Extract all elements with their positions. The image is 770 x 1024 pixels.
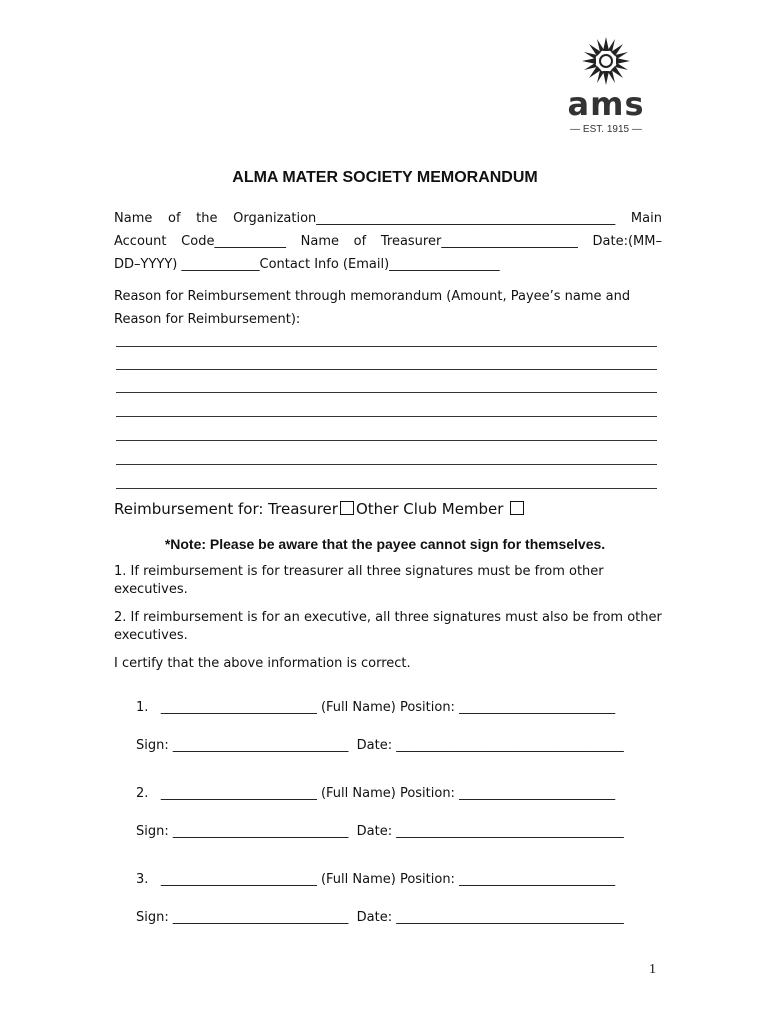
position-field[interactable]: ________________________ xyxy=(459,872,616,887)
reason-line-1: Reason for Reimbursement through memorandum (Amount, Payee’s name and xyxy=(114,289,631,304)
reimbursement-for xyxy=(114,498,526,520)
rule-1: 1. If reimbursement is for treasurer all three signatures must be from other executives. xyxy=(114,564,604,597)
reason-blank-line[interactable] xyxy=(116,488,657,489)
treasurer-checkbox[interactable] xyxy=(340,501,354,515)
sign-field[interactable]: ___________________________ xyxy=(172,824,349,839)
signature-3-sign-row: Sign: ___________________________ Date: ___________________________________ xyxy=(136,910,624,925)
reason-blank-line[interactable] xyxy=(116,416,657,417)
reason-blank-line[interactable] xyxy=(116,440,657,441)
reimbursement-label: Reimbursement for: Treasurer xyxy=(114,500,338,518)
org-info-line-3: DD–YYYY) ____________Contact Info (Email)_________________ xyxy=(114,257,500,272)
reason-blank-line[interactable] xyxy=(116,346,657,347)
payee-note: *Note: Please be aware that the payee cannot sign for themselves. xyxy=(164,536,606,552)
full-name-field[interactable]: ________________________ xyxy=(160,786,317,801)
sign-field[interactable]: ___________________________ xyxy=(172,910,349,925)
reason-blank-line[interactable] xyxy=(116,392,657,393)
logo-wordmark: ams xyxy=(567,85,645,123)
org-info-line-1: Name of the Organization______________________________________________ Main xyxy=(114,211,662,226)
full-name-field[interactable]: ________________________ xyxy=(160,700,317,715)
position-field[interactable]: ________________________ xyxy=(459,700,616,715)
page-title: ALMA MATER SOCIETY MEMORANDUM xyxy=(232,169,538,186)
logo-established: — EST. 1915 — xyxy=(570,124,642,135)
certify-statement: I certify that the above information is correct. xyxy=(114,656,411,671)
date-field[interactable]: ___________________________________ xyxy=(396,738,624,753)
signature-2-sign-row: Sign: ___________________________ Date: ___________________________________ xyxy=(136,824,624,839)
ams-logo xyxy=(566,36,646,140)
reason-line-2: Reason for Reimbursement): xyxy=(114,312,301,327)
signature-1-name-row: 1. ________________________ (Full Name) Position: ________________________ xyxy=(136,700,616,715)
signature-1-sign-row: Sign: ___________________________ Date: ___________________________________ xyxy=(136,738,624,753)
date-field[interactable]: ___________________________________ xyxy=(396,910,624,925)
other-member-label: Other Club Member xyxy=(355,500,504,518)
sign-field[interactable]: ___________________________ xyxy=(172,738,349,753)
sun-burst-icon xyxy=(566,36,646,86)
date-field[interactable]: ___________________________________ xyxy=(396,824,624,839)
rule-2: 2. If reimbursement is for an executive, all three signatures must also be from other executives. xyxy=(114,610,662,643)
reason-blank-line[interactable] xyxy=(116,464,657,465)
reason-blank-line[interactable] xyxy=(116,369,657,370)
other-member-checkbox[interactable] xyxy=(510,501,524,515)
page-number: 1 xyxy=(649,962,656,977)
full-name-field[interactable]: ________________________ xyxy=(160,872,317,887)
org-info-line-2: Account Code___________ Name of Treasurer_____________________ Date:(MM– xyxy=(114,234,662,249)
position-field[interactable]: ________________________ xyxy=(459,786,616,801)
signature-2-name-row: 2. ________________________ (Full Name) Position: ________________________ xyxy=(136,786,616,801)
signature-3-name-row: 3. ________________________ (Full Name) Position: ________________________ xyxy=(136,872,616,887)
